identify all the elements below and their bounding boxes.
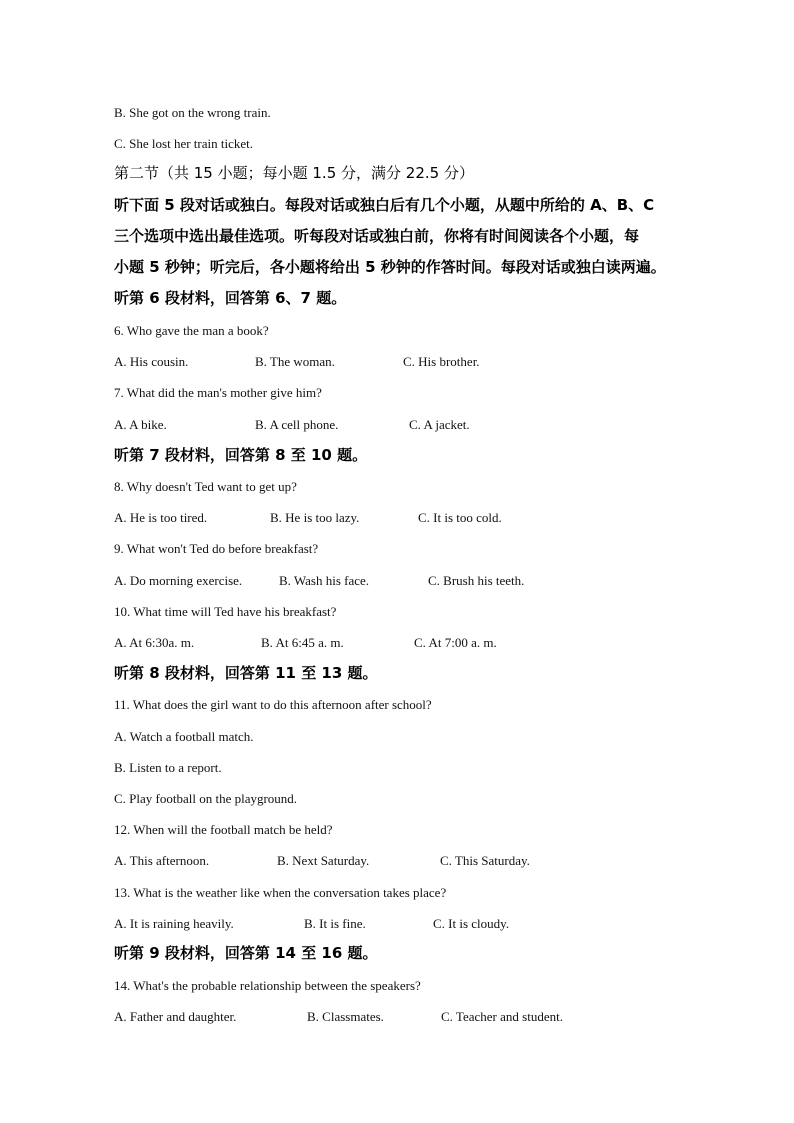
option-a: A. It is raining heavily. — [114, 916, 234, 931]
question-6: 6. Who gave the man a book? — [114, 323, 269, 338]
instructions-line-1: 听下面 5 段对话或独白。每段对话或独白后有几个小题，从题中所给的 A、B、C — [114, 196, 655, 214]
option-c: C. It is cloudy. — [433, 916, 510, 931]
question-6-options — [114, 355, 674, 371]
question-8: 8. Why doesn't Ted want to get up? — [114, 479, 297, 494]
question-14-options — [114, 1010, 674, 1026]
question-7-options — [114, 418, 674, 434]
question-8-options — [114, 511, 674, 527]
option-a: A. Father and daughter. — [114, 1009, 237, 1024]
option-c: C. At 7:00 a. m. — [414, 635, 497, 650]
option-b: B. It is fine. — [304, 916, 366, 931]
option-b-prev: B. She got on the wrong train. — [114, 105, 271, 120]
question-9-options — [114, 574, 674, 590]
instructions-line-3: 小题 5 秒钟；听完后，各小题将给出 5 秒钟的作答时间。每段对话或独白读两遍。 — [114, 258, 666, 276]
question-10: 10. What time will Ted have his breakfast? — [114, 604, 337, 619]
option-a: A. Do morning exercise. — [114, 573, 243, 588]
question-7: 7. What did the man's mother give him? — [114, 385, 322, 400]
option-a: A. He is too tired. — [114, 510, 208, 525]
instructions-line-2: 三个选项中选出最佳选项。听每段对话或独白前，你将有时间阅读各个小题，每 — [114, 227, 640, 245]
question-11: 11. What does the girl want to do this afternoon after school? — [114, 697, 432, 712]
material-8-header: 听第 8 段材料，回答第 11 至 13 题。 — [114, 664, 378, 682]
question-12-options — [114, 854, 674, 870]
option-c: C. This Saturday. — [440, 853, 530, 868]
option-c: C. A jacket. — [409, 417, 470, 432]
question-11-option-b: B. Listen to a report. — [114, 760, 222, 775]
question-13-options — [114, 917, 674, 933]
question-14: 14. What's the probable relationship between the speakers? — [114, 978, 421, 993]
question-9: 9. What won't Ted do before breakfast? — [114, 541, 319, 556]
option-c: C. It is too cold. — [418, 510, 502, 525]
option-b: B. The woman. — [255, 354, 335, 369]
option-a: A. This afternoon. — [114, 853, 210, 868]
question-11-option-c: C. Play football on the playground. — [114, 791, 298, 806]
material-7-header: 听第 7 段材料，回答第 8 至 10 题。 — [114, 446, 368, 464]
option-b: B. Classmates. — [307, 1009, 384, 1024]
option-a: A. His cousin. — [114, 354, 189, 369]
question-11-option-a: A. Watch a football match. — [114, 729, 254, 744]
option-a: A. A bike. — [114, 417, 167, 432]
material-6-header: 听第 6 段材料，回答第 6、7 题。 — [114, 289, 347, 307]
option-c: C. Teacher and student. — [441, 1009, 563, 1024]
option-b: B. Wash his face. — [279, 573, 370, 588]
option-c: C. Brush his teeth. — [428, 573, 525, 588]
option-c: C. His brother. — [403, 354, 480, 369]
option-a: A. At 6:30a. m. — [114, 635, 195, 650]
option-b: B. He is too lazy. — [270, 510, 360, 525]
option-b: B. A cell phone. — [255, 417, 339, 432]
question-12: 12. When will the football match be held? — [114, 822, 333, 837]
option-c-prev: C. She lost her train ticket. — [114, 136, 254, 151]
option-b: B. At 6:45 a. m. — [261, 635, 344, 650]
material-9-header: 听第 9 段材料，回答第 14 至 16 题。 — [114, 944, 378, 962]
question-13: 13. What is the weather like when the conversation takes place? — [114, 885, 447, 900]
option-b: B. Next Saturday. — [277, 853, 370, 868]
section-title: 第二节（共 15 小题；每小题 1.5 分，满分 22.5 分） — [114, 164, 474, 182]
question-10-options — [114, 636, 674, 652]
